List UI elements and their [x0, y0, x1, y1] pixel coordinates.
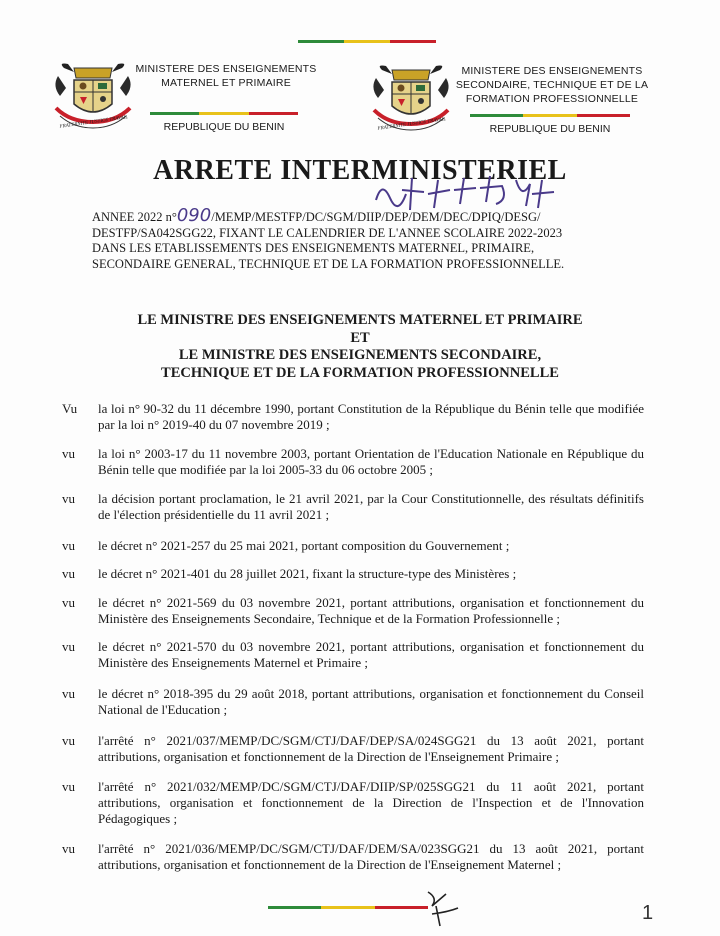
ministers-line-2: ET — [350, 329, 370, 346]
right-republic-label: REPUBLIQUE DU BENIN — [489, 123, 611, 135]
ministers-line-3: LE MINISTRE DES ENSEIGNEMENTS SECONDAIRE, — [178, 347, 542, 363]
reference-line-2: DESTFP/SA042SGG22, FIXANT LE CALENDRIER DE L'ANNEE SCOLAIRE 2022-2023 — [92, 225, 563, 240]
left-ministry-line-2: MATERNEL ET PRIMAIRE — [161, 77, 291, 89]
vu-text: la loi n° 90-32 du 11 décembre 1990, portant Constitution de la République du Bénin telle que modifiée par la loi n° 2019-40 du 07 novembre 2019 ; — [98, 401, 644, 432]
left-republic-label: REPUBLIQUE DU BENIN — [163, 121, 285, 133]
left-flag-bar — [150, 112, 298, 115]
right-flag-bar — [470, 114, 630, 117]
vu-text: le décret n° 2018-395 du 29 août 2018, portant attributions, organisation et fonctionnement du Conseil National de l'Education ; — [98, 686, 644, 717]
reference-prefix: ANNEE 2022 n° — [92, 210, 177, 224]
document-title: ARRETE INTERMINISTERIEL — [153, 155, 567, 186]
vu-text: la loi n° 2003-17 du 11 novembre 2003, portant Orientation de l'Education Nationale en République du Bénin telle que modifiée par la loi 2005-33 du 06 octobre 2005 ; — [98, 446, 644, 477]
right-crest-motto: FRATERNITE JUSTICE TRAVAIL — [377, 117, 447, 132]
vu-text: la décision portant proclamation, le 21 avril 2021, par la Cour Constitutionnelle, des résultats définitifs de l'élection présidentielle du 11 avril 2021 ; — [98, 491, 644, 522]
left-ministry-line-1: MINISTERE DES ENSEIGNEMENTS — [135, 63, 317, 75]
ministers-line-4: TECHNIQUE ET DE LA FORMATION PROFESSIONNELLE — [161, 364, 559, 381]
vu-label: vu — [62, 491, 75, 506]
vu-text: le décret n° 2021-257 du 25 mai 2021, portant composition du Gouvernement ; — [98, 538, 510, 553]
reference-line-3: DANS LES ETABLISSEMENTS DES ENSEIGNEMENTS MATERNEL, PRIMAIRE, — [92, 241, 535, 255]
reference-number: 090 — [176, 205, 212, 226]
right-ministry-line-1: MINISTERE DES ENSEIGNEMENTS — [461, 65, 643, 77]
reference-block — [92, 205, 644, 272]
reference-line-1-rest: /MEMP/MESTFP/DC/SGM/DIIP/DEP/DEM/DEC/DPIQ/DESG/ — [211, 210, 541, 224]
vu-text: l'arrêté n° 2021/037/MEMP/DC/SGM/CTJ/DAF/DEP/SA/024SGG21 du 13 août 2021, portant attributions, organisation et fonctionnement de la Direction de l'Enseignement Primaire ; — [98, 733, 644, 764]
vu-text: l'arrêté n° 2021/032/MEMP/DC/SGM/CTJ/DAF/DIIP/SP/025SGG21 du 11 août 2021, portant attributions, organisation et fonctionnement de la Direction de l'Inspection et de l'Innovation Pédagogiques ; — [98, 779, 644, 826]
vu-label: vu — [62, 538, 75, 553]
reference-line-4: SECONDAIRE GENERAL, TECHNIQUE ET DE LA FORMATION PROFESSIONNELLE. — [92, 256, 565, 271]
left-ministry-title — [132, 62, 320, 90]
vu-label: vu — [62, 733, 75, 748]
page-number: 1 — [642, 902, 654, 924]
ministers-heading — [60, 312, 660, 382]
right-ministry-line-3: FORMATION PROFESSIONNELLE — [465, 93, 639, 105]
reference-line-1 — [92, 205, 644, 226]
vu-text: le décret n° 2021-569 du 03 novembre 2021, portant attributions, organisation et fonctionnement du Ministère des Enseignements Secondaire, Technique et de la Formation Professionnelle ; — [98, 595, 644, 626]
vu-label: vu — [62, 639, 75, 654]
vu-label: vu — [62, 841, 75, 856]
initials-signature-icon — [418, 884, 468, 930]
vu-label: vu — [62, 446, 75, 461]
ministers-line-1: LE MINISTRE DES ENSEIGNEMENTS MATERNEL ET PRIMAIRE — [137, 312, 583, 328]
top-flag-bar — [298, 40, 436, 43]
vu-text: le décret n° 2021-401 du 28 juillet 2021, fixant la structure-type des Ministères ; — [98, 566, 517, 581]
bottom-flag-bar — [268, 906, 428, 909]
vu-label: vu — [62, 779, 75, 794]
vu-label: Vu — [62, 401, 78, 416]
vu-text: l'arrêté n° 2021/036/MEMP/DC/SGM/CTJ/DAF/DEM/SA/023SGG21 du 13 août 2021, portant attributions, organisation et fonctionnement de la Direction de l'Enseignement Maternel ; — [98, 841, 644, 872]
right-ministry-line-2: SECONDAIRE, TECHNIQUE ET DE LA — [455, 79, 649, 91]
right-ministry-title — [452, 64, 652, 106]
vu-text: le décret n° 2021-570 du 03 novembre 2021, portant attributions, organisation et fonctionnement du Ministère des Enseignements Maternel et Primaire ; — [98, 639, 644, 670]
vu-label: vu — [62, 595, 75, 610]
left-crest-motto: FRATERNITE JUSTICE TRAVAIL — [59, 115, 129, 130]
vu-label: vu — [62, 566, 75, 581]
vu-label: vu — [62, 686, 75, 701]
